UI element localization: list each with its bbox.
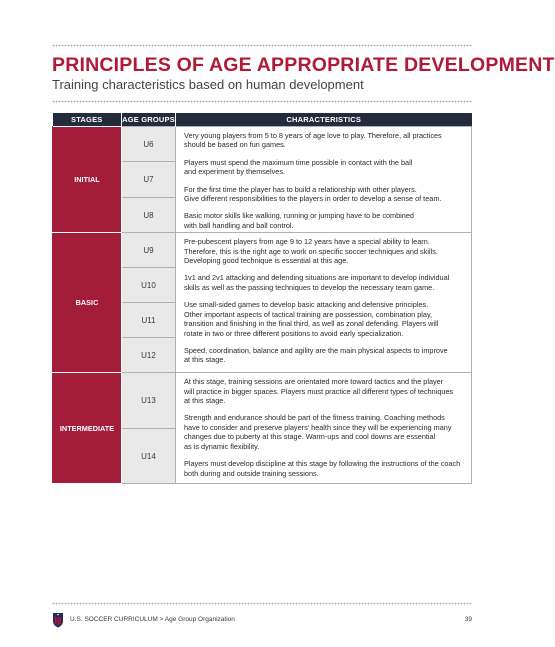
subtitle-dotted-rule bbox=[52, 100, 472, 103]
page-title: PRINCIPLES OF AGE APPROPRIATE DEVELOPMENT bbox=[52, 54, 555, 76]
header-characteristics: CHARACTERISTICS bbox=[176, 113, 472, 127]
characteristics-intermediate bbox=[176, 373, 472, 484]
characteristics-paragraph: Basic motor skills like walking, running or jumping have to be combined with ball handling and ball control. bbox=[184, 211, 414, 230]
characteristics-paragraph: Speed, coordination, balance and agility are the main physical aspects to improve at this stage. bbox=[184, 345, 448, 365]
age-group-cell: U12 bbox=[122, 338, 176, 373]
characteristics-paragraph: At this stage, training sessions are orientated more toward tactics and the player will practice in bigger spaces. Players must practice all different types of techniques at this stage. bbox=[184, 377, 454, 406]
us-soccer-crest-icon bbox=[52, 612, 64, 628]
stage-basic: BASIC bbox=[53, 233, 122, 373]
table-row bbox=[53, 233, 472, 268]
stage-intermediate: INTERMEDIATE bbox=[53, 373, 122, 484]
characteristics-paragraph: Players must develop discipline at this stage by following the instructions of the coach both during and outside training sessions. bbox=[184, 459, 461, 478]
characteristics-basic bbox=[176, 233, 472, 373]
characteristics-paragraph: Very young players from 5 to 8 years of age love to play. Therefore, all practices should be based on fun games. bbox=[184, 131, 442, 150]
age-group-cell: U13 bbox=[122, 373, 176, 429]
table-row bbox=[53, 373, 472, 429]
age-group-cell: U14 bbox=[122, 429, 176, 484]
footer-dotted-rule bbox=[52, 602, 472, 605]
table-row bbox=[53, 127, 472, 162]
page-number: 39 bbox=[464, 616, 472, 623]
development-table bbox=[52, 113, 472, 484]
characteristics-paragraph: 1v1 and 2v1 attacking and defending situations are important to develop individual skills as well as the passing techniques to develop the necessary team game. bbox=[184, 273, 450, 292]
page-footer bbox=[52, 612, 472, 628]
top-dotted-rule bbox=[52, 44, 472, 47]
characteristics-initial bbox=[176, 127, 472, 233]
characteristics-paragraph: Players must spend the maximum time possible in contact with the ball and experiment by themselves. bbox=[184, 157, 413, 177]
age-group-cell: U6 bbox=[122, 127, 176, 162]
characteristics-paragraph: For the first time the player has to build a relationship with other players. Give different responsibilities to the players in order to develop a sense of team. bbox=[184, 184, 442, 204]
table-header-row bbox=[53, 113, 472, 127]
page-subtitle: Training characteristics based on human development bbox=[52, 77, 364, 92]
age-group-cell: U7 bbox=[122, 162, 176, 197]
characteristics-paragraph: Pre-pubescent players from age 9 to 12 years have a special ability to learn. Therefore, this is the right age to work on specific soccer techniques and skills. Developing good technique is essential at this age. bbox=[184, 237, 438, 266]
characteristics-paragraph: Use small-sided games to develop basic attacking and defensive principles. Other important aspects of tactical training are possession, combination play, transition and finishing in the final third, as well as zonal defending. Players will rotate in two or three different positions to avoid early specialization. bbox=[184, 300, 439, 338]
age-group-cell: U9 bbox=[122, 233, 176, 268]
age-group-cell: U10 bbox=[122, 268, 176, 303]
stage-initial: INITIAL bbox=[53, 127, 122, 233]
age-group-cell: U11 bbox=[122, 303, 176, 338]
characteristics-paragraph: Strength and endurance should be part of the fitness training. Coaching methods have to consider and preserve players' health since they will be experiencing many changes due to puberty at this stage. Warm-ups and cool downs are essential as is dynamic flexibility. bbox=[184, 413, 452, 451]
header-stages: STAGES bbox=[53, 113, 122, 127]
footer-breadcrumb: U.S. SOCCER CURRICULUM > Age Group Organization bbox=[70, 616, 235, 623]
header-age-groups: AGE GROUPS bbox=[122, 113, 176, 127]
age-group-cell: U8 bbox=[122, 197, 176, 232]
